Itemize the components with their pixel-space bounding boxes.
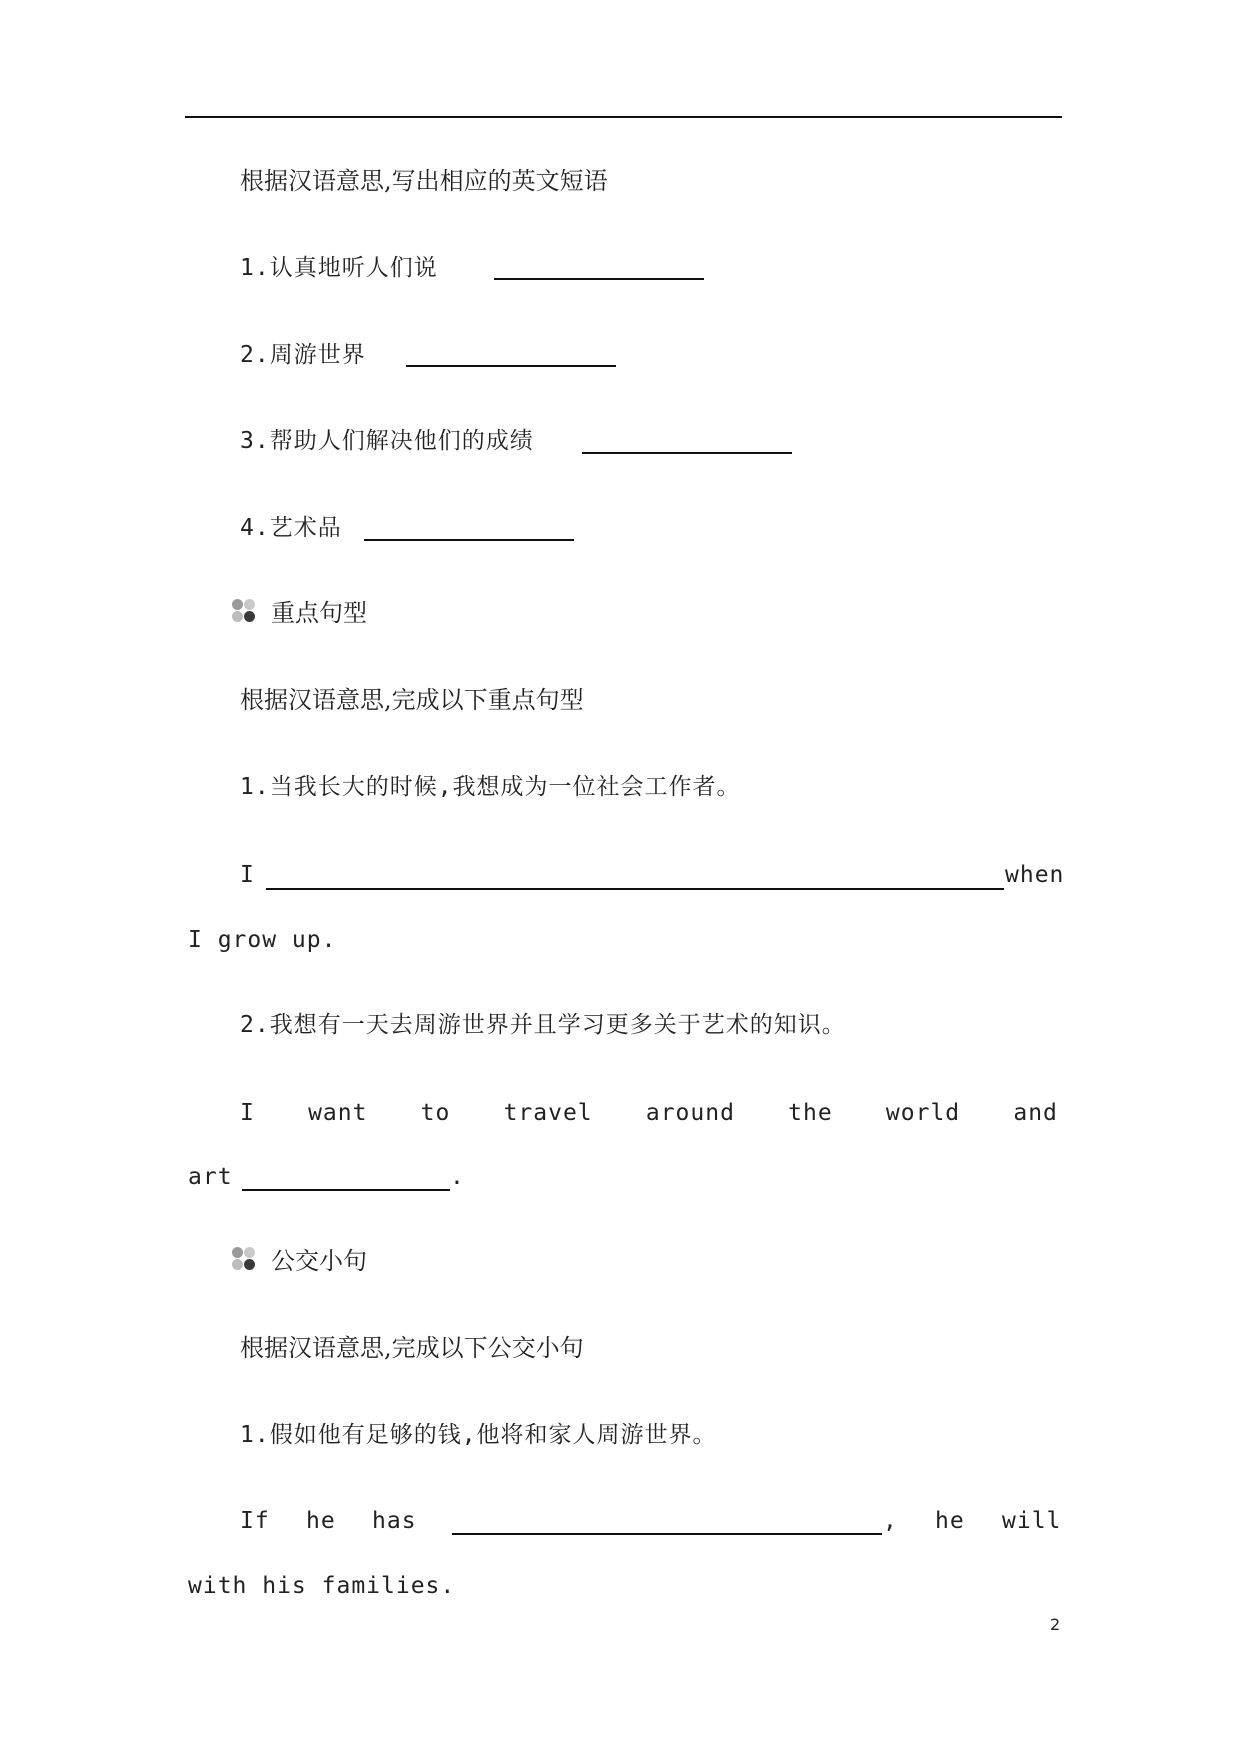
header-rule (185, 116, 1062, 118)
bus-q1-continuation: with his families. (188, 1573, 456, 1599)
answer-blank-4[interactable] (364, 517, 574, 541)
phrase-item-3 (240, 425, 534, 456)
answer-blank-bus-q1[interactable] (452, 1511, 882, 1535)
key-q2-chinese: 2.我想有一天去周游世界并且学习更多关于艺术的知识。 (240, 1012, 846, 1038)
sentence-word: to (420, 1100, 451, 1126)
phrase-item-1 (240, 252, 438, 283)
phrase-item-2 (240, 339, 366, 370)
answer-blank-key-q1[interactable] (266, 866, 1004, 890)
section-heading-bus-sentences: 公交小句 (271, 1247, 367, 1275)
answer-blank-2[interactable] (406, 343, 616, 367)
phrase-item-label: 2.周游世界 (240, 342, 366, 368)
answer-blank-3[interactable] (582, 430, 792, 454)
bus-q1-chinese: 1.假如他有足够的钱,他将和家人周游世界。 (240, 1422, 717, 1448)
clover-icon (230, 598, 258, 624)
phrase-item-4 (240, 512, 342, 543)
phrase-item-label: 1.认真地听人们说 (240, 255, 438, 281)
phrases-instruction: 根据汉语意思,写出相应的英文短语 (240, 167, 608, 195)
bus-q1-word: he (935, 1508, 965, 1534)
key-q2-sentence (240, 1098, 1058, 1128)
sentence-word: and (1013, 1100, 1058, 1126)
sentence-word: the (788, 1100, 833, 1126)
phrase-item-label: 4.艺术品 (240, 515, 342, 541)
sentence-word: I (240, 1100, 255, 1126)
bus-q1-comma: , (883, 1508, 898, 1534)
key-q1-end: when (1005, 862, 1065, 888)
bus-q1-word: will (1002, 1508, 1062, 1534)
key-q1-start: I (240, 862, 255, 888)
clover-icon (230, 1246, 258, 1272)
bus-q1-word: he (306, 1508, 336, 1534)
answer-blank-1[interactable] (494, 256, 704, 280)
sentence-word: world (885, 1100, 961, 1126)
key-q1-chinese: 1.当我长大的时候,我想成为一位社会工作者。 (240, 774, 741, 800)
sentence-word: travel (503, 1100, 593, 1126)
key-q2-continuation-start: art (188, 1164, 233, 1190)
page-number: 2 (1050, 1615, 1061, 1634)
phrase-item-label: 3.帮助人们解决他们的成绩 (240, 428, 534, 454)
answer-blank-key-q2[interactable] (242, 1167, 450, 1191)
section-heading-key-sentences: 重点句型 (271, 599, 367, 627)
sentence-word: around (645, 1100, 735, 1126)
key-sentences-instruction: 根据汉语意思,完成以下重点句型 (240, 686, 584, 714)
sentence-word: want (308, 1100, 368, 1126)
bus-sentences-instruction: 根据汉语意思,完成以下公交小句 (240, 1334, 584, 1362)
key-q2-period: . (450, 1164, 465, 1190)
bus-q1-word: has (372, 1508, 417, 1534)
bus-q1-word: If (240, 1508, 270, 1534)
key-q1-continuation: I grow up. (188, 927, 337, 953)
